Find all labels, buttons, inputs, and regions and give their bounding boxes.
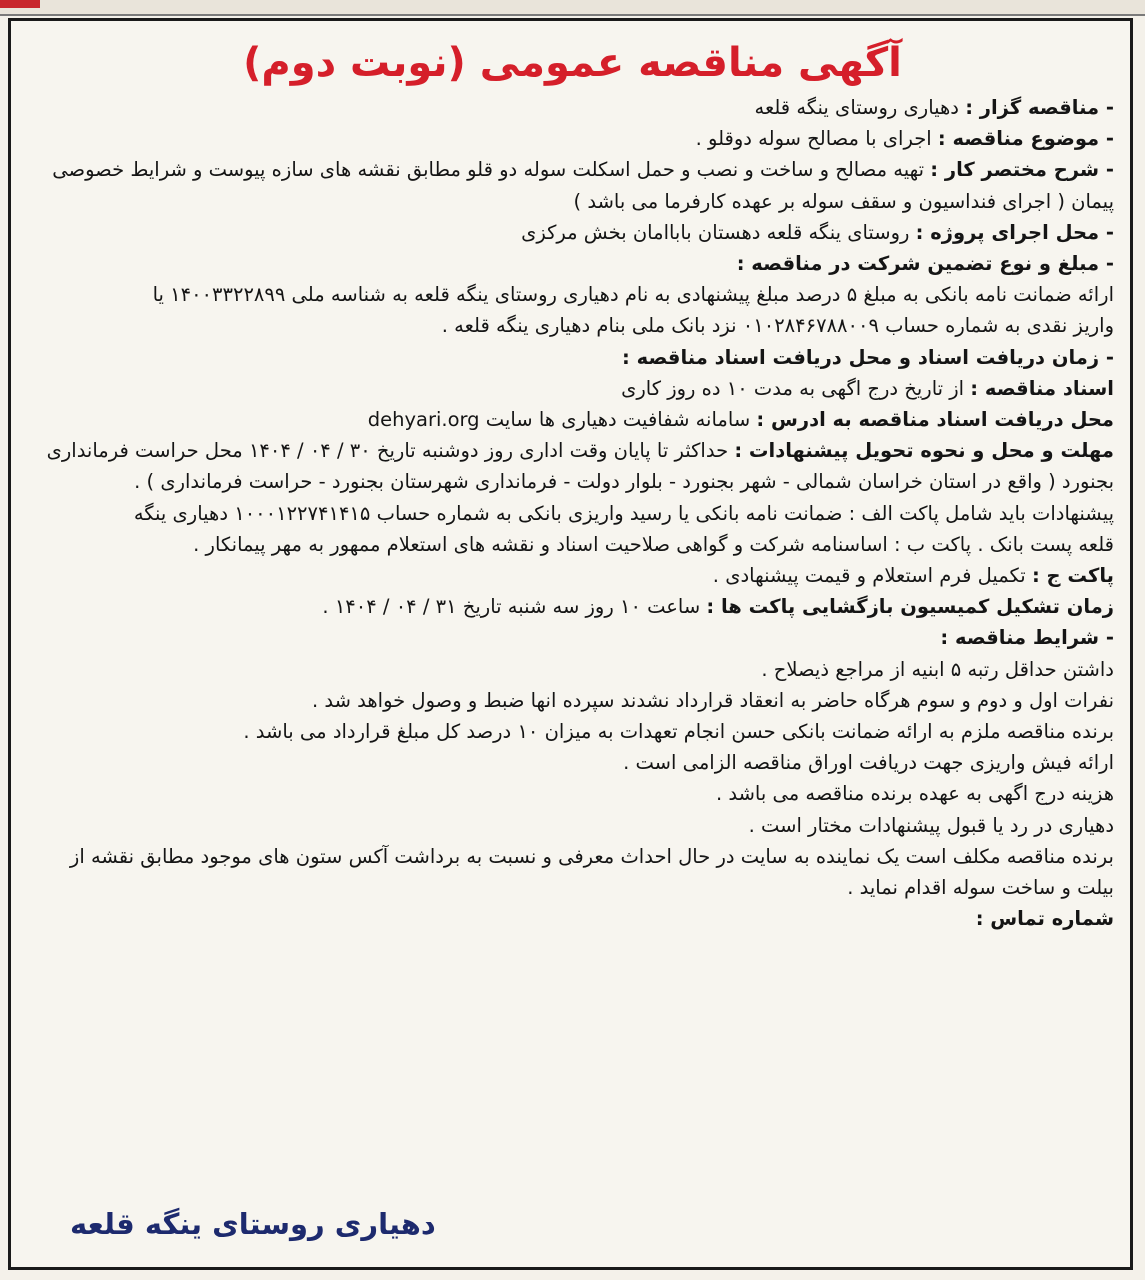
line-text: برنده مناقصه ملزم به ارائه ضمانت بانکی حسن انجام تعهدات به میزان ۱۰ درصد کل مبلغ قرارداد می باشد . — [243, 720, 1114, 744]
line-label: - محل اجرای پروژه : — [915, 220, 1114, 244]
line-label: محل دریافت اسناد مناقصه به ادرس : — [756, 408, 1114, 432]
line-text: بجنورد ( واقع در استان خراسان شمالی - شهر بجنورد - بلوار دولت - فرمانداری شهرستان بجنورد - حراست فرمانداری ) . — [134, 470, 1114, 494]
line-text: از تاریخ درج اگهی به مدت ۱۰ ده روز کاری — [621, 376, 971, 400]
notice-line — [24, 591, 1114, 622]
notice-line — [24, 903, 1114, 934]
notice-line — [24, 560, 1114, 591]
notice-line — [24, 404, 1114, 435]
line-text: سامانه شفافیت دهیاری ها سایت dehyari.org — [367, 408, 757, 432]
notice-body — [24, 92, 1114, 934]
line-text: پیشنهادات باید شامل پاکت الف : ضمانت نامه بانکی یا رسید واریزی بانکی به شماره حساب ۱۰۰۰۱۲۲۷۴۱۴۱۵ دهیاری ینگه — [133, 501, 1114, 525]
top-strip — [0, 0, 1145, 16]
signature: دهیاری روستای ینگه قلعه — [70, 1207, 436, 1241]
line-label: زمان تشکیل کمیسیون بازگشایی پاکت ها : — [706, 595, 1114, 619]
notice-line — [24, 217, 1114, 248]
line-text: تهیه مصالح و ساخت و نصب و حمل اسکلت سوله دو قلو مطابق نقشه های سازه پیوست و شرایط خصوصی — [52, 158, 931, 182]
notice-line — [24, 841, 1114, 872]
line-label: مهلت و محل و نحوه تحویل پیشنهادات : — [734, 439, 1114, 463]
notice-line — [24, 716, 1114, 747]
line-label: شماره تماس : — [975, 907, 1114, 931]
line-text: ساعت ۱۰ روز سه شنبه تاریخ ۳۱ / ۰۴ / ۱۴۰۴ . — [322, 595, 707, 619]
line-label: اسناد مناقصه : — [970, 376, 1114, 400]
notice-line — [24, 529, 1114, 560]
line-label: - موضوع مناقصه : — [937, 127, 1114, 151]
line-text: حداکثر تا پایان وقت اداری روز دوشنبه تاریخ ۳۰ / ۰۴ / ۱۴۰۴ محل حراست فرمانداری — [46, 439, 735, 463]
notice-line — [24, 342, 1114, 373]
line-text: هزینه درج اگهی به عهده برنده مناقصه می باشد . — [715, 782, 1114, 806]
notice-line — [24, 747, 1114, 778]
notice-line — [24, 123, 1114, 154]
notice-line — [24, 778, 1114, 809]
notice-line — [24, 685, 1114, 716]
notice-line — [24, 279, 1114, 310]
notice-line — [24, 373, 1114, 404]
notice-line — [24, 186, 1114, 217]
notice-title: آگهی مناقصه عمومی (نوبت دوم) — [243, 40, 902, 86]
line-label: - مناقصه گزار : — [965, 96, 1114, 119]
line-text: دهیاری روستای ینگه قلعه — [754, 96, 966, 119]
notice-line — [24, 466, 1114, 497]
line-label: - زمان دریافت اسناد و محل دریافت اسناد مناقصه : — [622, 345, 1114, 369]
line-text: قلعه پست بانک . پاکت ب : اساسنامه شرکت و گواهی صلاحیت اسناد و نقشه های استعلام ممهور به مهر پیمانکار . — [193, 532, 1114, 556]
notice-line — [24, 435, 1114, 466]
red-mark — [0, 0, 40, 8]
line-label: - مبلغ و نوع تضمین شرکت در مناقصه : — [736, 252, 1114, 276]
notice-line — [24, 622, 1114, 653]
line-text: ارائه فیش واریزی جهت دریافت اوراق مناقصه الزامی است . — [623, 751, 1114, 775]
line-text: دهیاری در رد یا قبول پیشنهادات مختار است . — [748, 813, 1114, 837]
line-label: - شرایط مناقصه : — [940, 626, 1114, 650]
line-text: روستای ینگه قلعه دهستان باباامان بخش مرکزی — [521, 220, 916, 244]
line-text: نفرات اول و دوم و سوم هرگاه حاضر به انعقاد قرارداد نشدند سپرده انها ضبط و وصول خواهد شد . — [311, 688, 1114, 712]
line-text: اجرای با مصالح سوله دوقلو . — [695, 127, 938, 151]
notice-line — [24, 248, 1114, 279]
line-text: پیمان ( اجرای فنداسیون و سقف سوله بر عهده کارفرما می باشد ) — [573, 189, 1114, 213]
line-text: تکمیل فرم استعلام و قیمت پیشنهادی . — [712, 564, 1032, 588]
line-text: بیلت و ساخت سوله اقدام نماید . — [847, 876, 1114, 900]
line-text: داشتن حداقل رتبه ۵ ابنیه از مراجع ذیصلاح . — [761, 657, 1114, 681]
line-text: ارائه ضمانت نامه بانکی به مبلغ ۵ درصد مبلغ پیشنهادی به نام دهیاری روستای ینگه قلعه به شناسه ملی ۱۴۰۰۳۳۲۲۸۹۹ یا — [152, 283, 1114, 307]
notice-line — [24, 654, 1114, 685]
line-text: برنده مناقصه مکلف است یک نماینده به سایت در حال احداث معرفی و نسبت به برداشت آکس ستون های موجود مطابق نقشه از — [69, 844, 1114, 868]
line-text: واریز نقدی به شماره حساب ۰۱۰۲۸۴۶۷۸۸۰۰۹ نزد بانک ملی بنام دهیاری ینگه قلعه . — [441, 314, 1114, 338]
notice-line — [24, 498, 1114, 529]
notice-line — [24, 310, 1114, 341]
line-label: پاکت ج : — [1031, 564, 1114, 588]
notice-line — [24, 92, 1114, 123]
notice-line — [24, 154, 1114, 185]
notice-line — [24, 872, 1114, 903]
line-label: - شرح مختصر کار : — [930, 158, 1114, 182]
notice-line — [24, 810, 1114, 841]
